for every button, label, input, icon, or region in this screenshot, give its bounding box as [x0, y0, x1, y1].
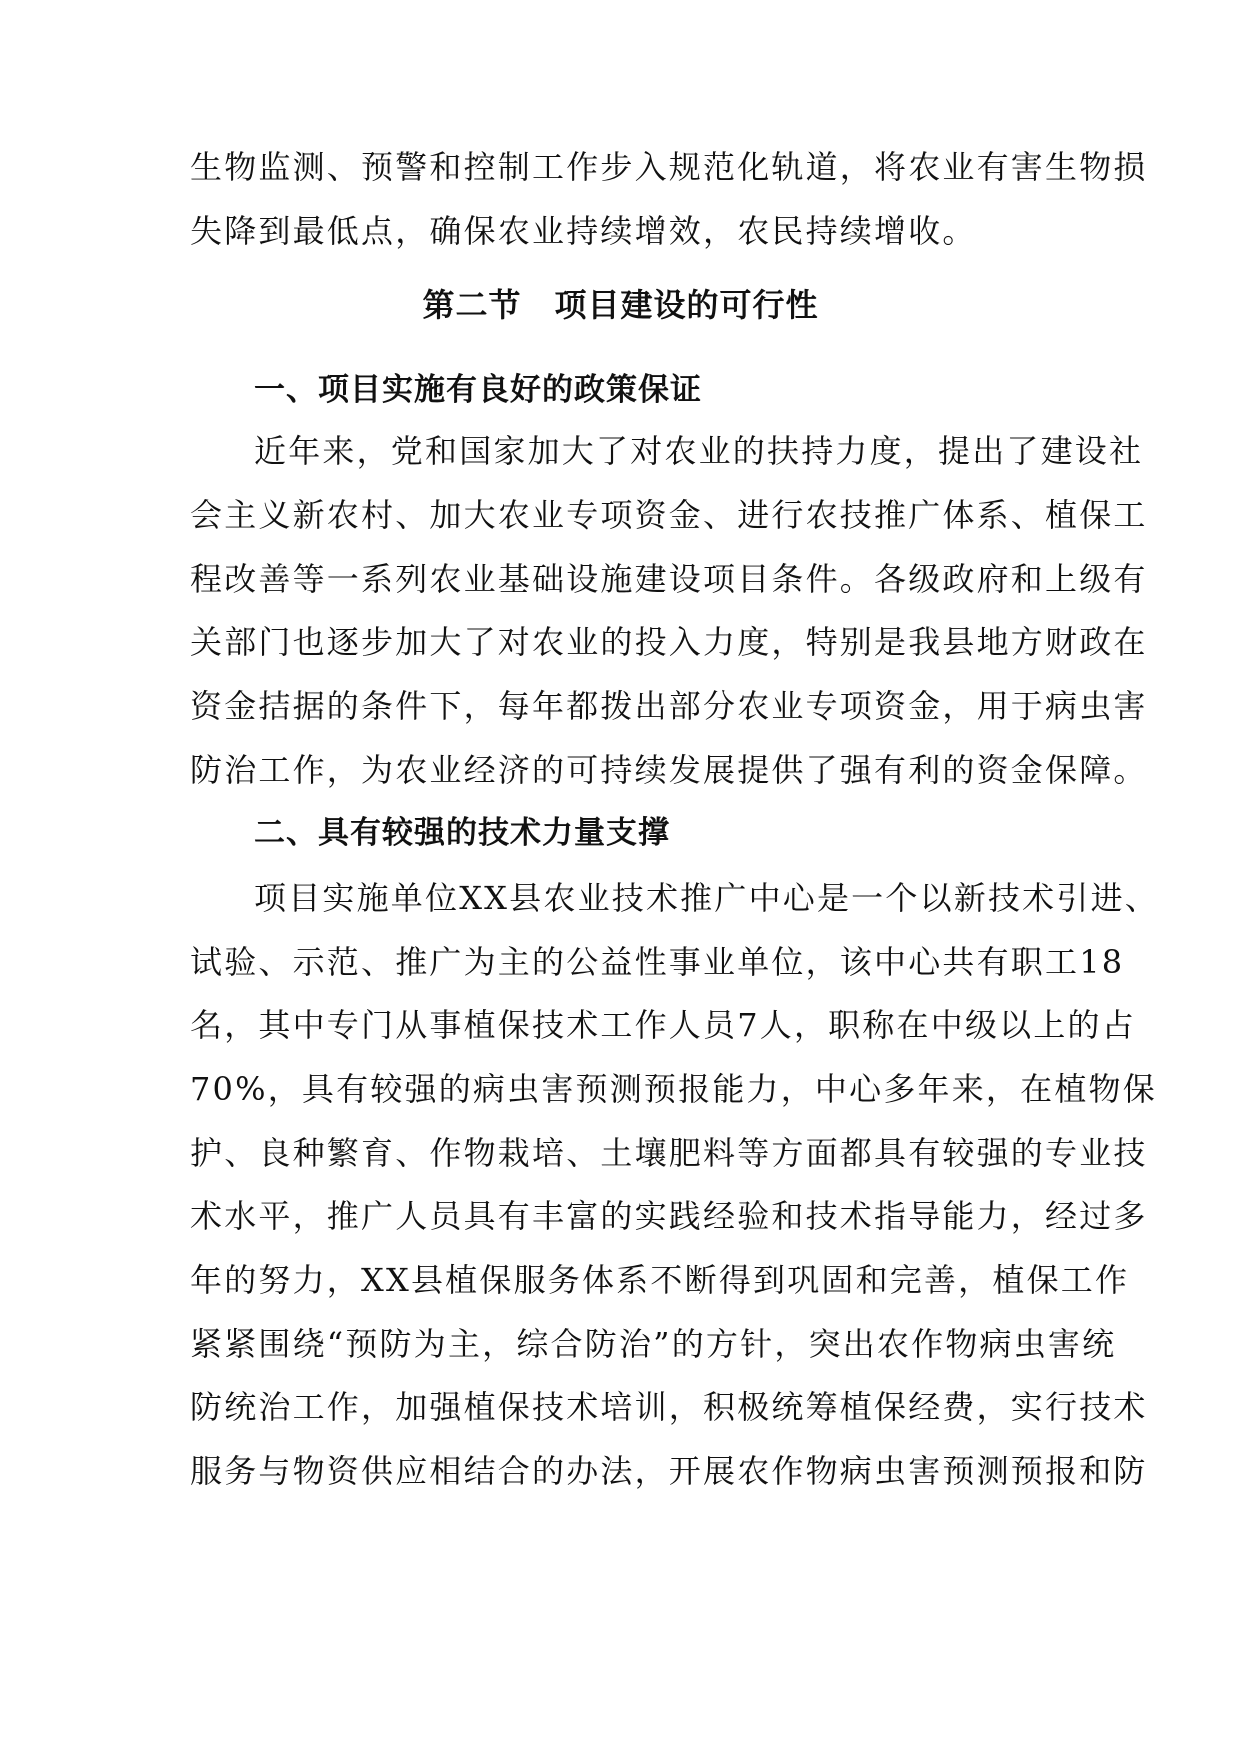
- paragraph-line: 关部门也逐步加大了对农业的投入力度，特别是我县地方财政在: [190, 623, 1148, 661]
- paragraph-line: 术水平，推广人员具有丰富的实践经验和技术指导能力，经过多: [190, 1197, 1148, 1235]
- subsection-title: 二、具有较强的技术力量支撑: [254, 815, 670, 851]
- paragraph-line: 护、良种繁育、作物栽培、土壤肥料等方面都具有较强的专业技: [190, 1134, 1148, 1172]
- subsection-title: 一、项目实施有良好的政策保证: [254, 372, 702, 408]
- section-title: 第二节 项目建设的可行性: [422, 286, 819, 324]
- paragraph-line: 项目实施单位XX县农业技术推广中心是一个以新技术引进、: [254, 879, 1159, 917]
- paragraph-line: 会主义新农村、加大农业专项资金、进行农技推广体系、植保工: [190, 496, 1148, 534]
- paragraph-line: 资金拮据的条件下，每年都拨出部分农业专项资金，用于病虫害: [190, 687, 1148, 725]
- paragraph-line: 70%，具有较强的病虫害预测预报能力，中心多年来，在植物保: [190, 1070, 1157, 1108]
- paragraph-line: 防统治工作，加强植保技术培训，积极统筹植保经费，实行技术: [190, 1388, 1148, 1426]
- paragraph-line: 紧紧围绕“预防为主，综合防治”的方针，突出农作物病虫害统: [190, 1325, 1117, 1363]
- paragraph-line: 近年来，党和国家加大了对农业的扶持力度，提出了建设社: [254, 432, 1144, 470]
- paragraph-line: 试验、示范、推广为主的公益性事业单位，该中心共有职工18: [190, 943, 1125, 981]
- paragraph-line: 服务与物资供应相结合的办法，开展农作物病虫害预测预报和防: [190, 1452, 1148, 1490]
- paragraph-line: 失降到最低点，确保农业持续增效，农民持续增收。: [190, 212, 977, 250]
- paragraph-line: 年的努力，XX县植保服务体系不断得到巩固和完善，植保工作: [190, 1261, 1130, 1299]
- paragraph-line: 生物监测、预警和控制工作步入规范化轨道，将农业有害生物损: [190, 148, 1148, 186]
- paragraph-line: 名，其中专门从事植保技术工作人员7人，职称在中级以上的占: [190, 1006, 1136, 1044]
- paragraph-line: 程改善等一系列农业基础设施建设项目条件。各级政府和上级有: [190, 560, 1148, 598]
- paragraph-line: 防治工作，为农业经济的可持续发展提供了强有利的资金保障。: [190, 751, 1148, 789]
